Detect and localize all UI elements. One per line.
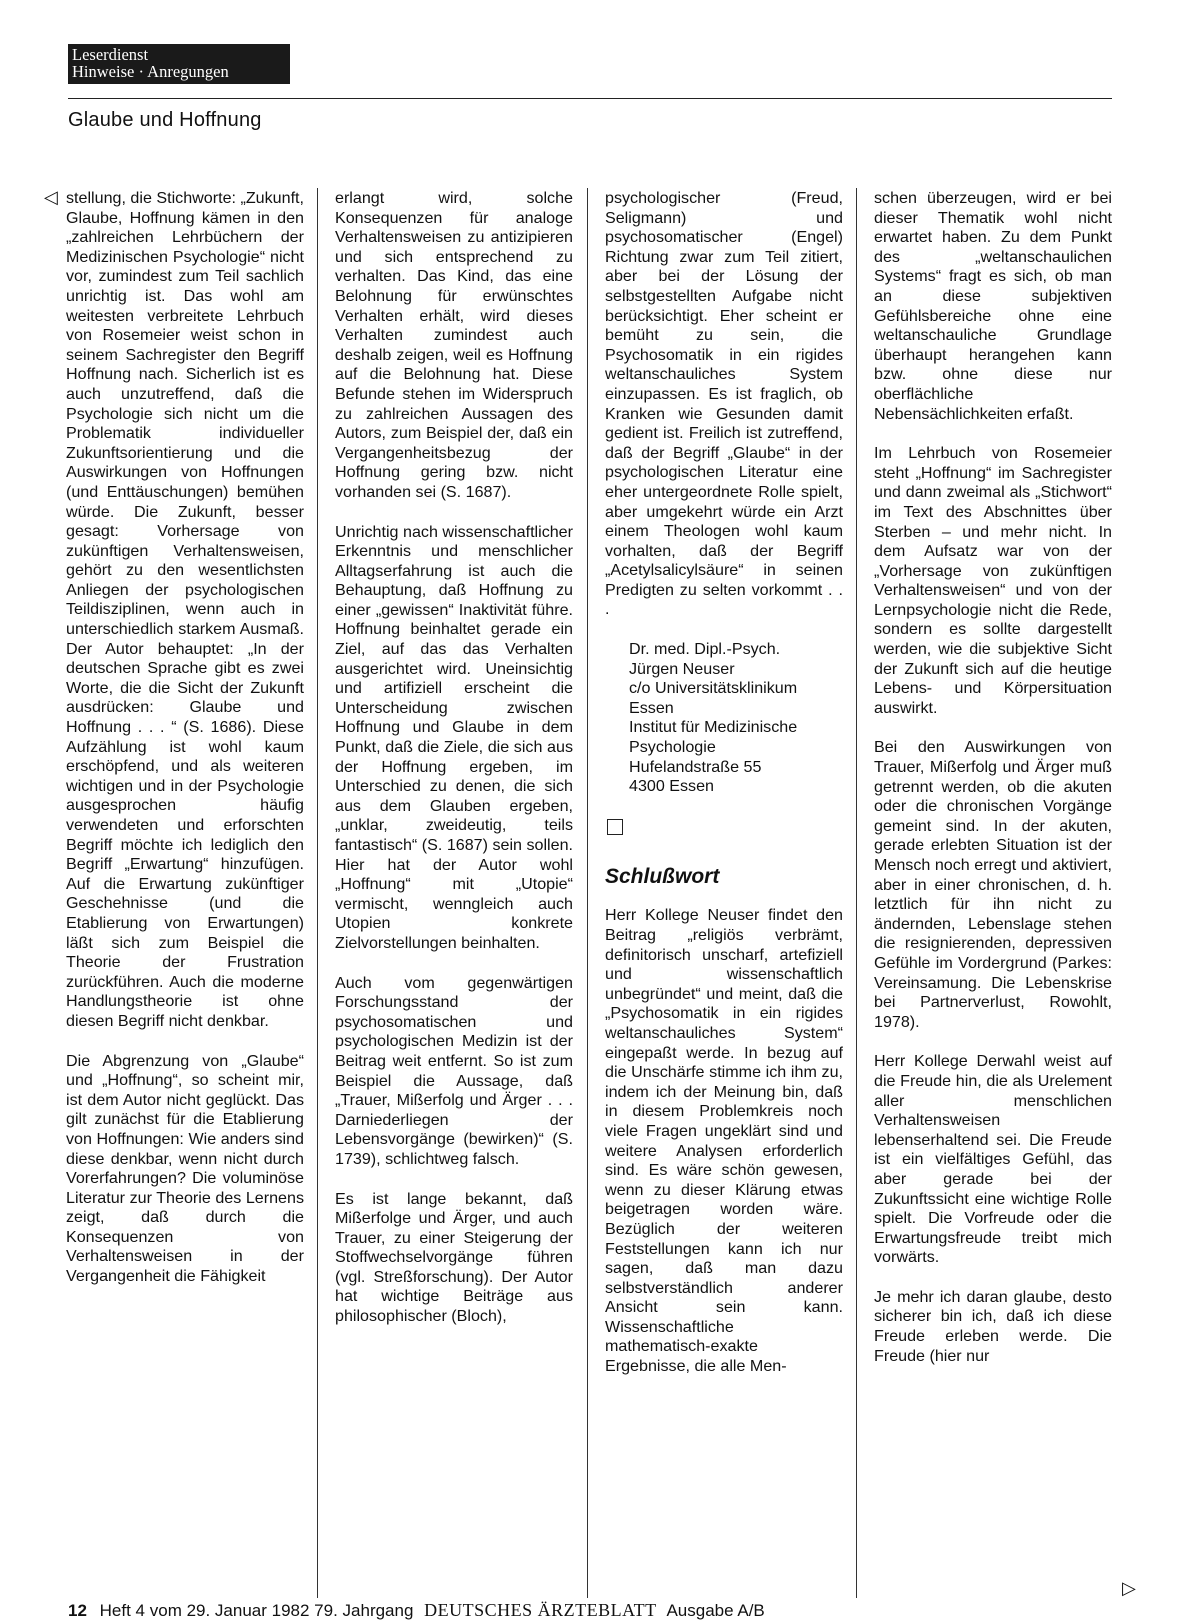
paragraph: Je mehr ich daran glaube, desto sicherer bin ich, daß ich diese Freude erleben werde. Die Freude (hier nur xyxy=(874,1287,1112,1365)
section-label-line1: Leserdienst xyxy=(72,45,149,64)
page-footer xyxy=(68,1600,765,1621)
page-title: Glaube und Hoffnung xyxy=(68,109,262,131)
continued-from-icon: ◁ xyxy=(44,187,58,207)
signature-line: Jürgen Neuser xyxy=(629,659,735,678)
signature-line: Institut für Medizinische xyxy=(629,718,798,737)
edition-info: Ausgabe A/B xyxy=(666,1601,765,1620)
paragraph: Herr Kollege Derwahl weist auf die Freude hin, die als Urelement aller menschlichen Verhaltensweisen lebenserhaltend sei. Die Freude ist ein vielfältiges Gefühl, das aber gerade bei der Zukunftssicht eine wichtige Rolle spielt. Die Vorfreude oder die Erwartungsfreude treibt mich vorwärts. xyxy=(874,1052,1112,1267)
header-divider xyxy=(68,98,1112,99)
column-1 xyxy=(66,189,304,1307)
column-3 xyxy=(605,189,843,1397)
section-heading: Schlußwort xyxy=(605,864,720,888)
column-divider xyxy=(856,188,857,1598)
paragraph: schen überzeugen, wird er bei dieser Thematik wohl nicht erwartet haben. Zu dem Punkt des „weltanschaulichen Systems“ fragt es sich, ob man an diese subjektiven Gefühlsbereiche ohne eine weltanschauliche Grundlage überhaupt herangehen kann bzw. ohne diese nur oberflächliche Nebensächlichkeiten erfaßt. xyxy=(874,189,1112,423)
paragraph: Herr Kollege Neuser findet den Beitrag „religiös verbrämt, definitorisch unscharf, artefiziell und wissenschaftlich unbegründet“ und meint, daß die „Psychosomatik in ein rigides weltanschauliches System“ eingepaßt werde. In bezug auf die Unschärfe stimme ich ihm zu, indem ich der Meinung bin, daß in diesem Problemkreis noch viele Fragen ungeklärt sind und weitere Analysen erforderlich sind. Es wäre schön gewesen, wenn zu dieser Klärung etwas beigetragen worden wäre. Bezüglich der weiteren Feststellungen kann ich nur sagen, daß man dazu selbstverständlich anderer Ansicht sein kann. Wissenschaftliche mathematisch-exakte Ergebnisse, die alle Men- xyxy=(605,906,843,1376)
signature-line: Psychologie xyxy=(629,738,716,757)
paragraph: Auch vom gegenwärtigen Forschungsstand der psychosomatischen und psychologischen Medizin ist der Beitrag weit entfernt. So ist zum Beispiel die Aussage, daß „Trauer, Mißerfolg und Ärger . . . Darniederliegen der Lebensvorgänge (bewirken)“ (S. 1739), schlichtweg falsch. xyxy=(335,973,573,1168)
section-label-line2: Hinweise · Anregungen xyxy=(72,62,229,81)
issue-info: Heft 4 vom 29. Januar 1982 79. Jahrgang xyxy=(99,1601,414,1620)
signature-line: Hufelandstraße 55 xyxy=(629,757,762,776)
page-number: 12 xyxy=(68,1601,87,1620)
column-4 xyxy=(874,189,1112,1386)
signature-line: Dr. med. Dipl.-Psych. xyxy=(629,640,781,659)
column-2 xyxy=(335,189,573,1347)
journal-name: DEUTSCHES ÄRZTEBLATT xyxy=(424,1600,657,1620)
end-of-article-square-icon xyxy=(607,819,623,835)
section-label xyxy=(68,44,290,84)
paragraph: Es ist lange bekannt, daß Mißerfolge und Ärger, und auch Trauer, zu einer Steigerung der Stoffwechselvorgänge führen (vgl. Streßforschung). Der Autor hat wichtige Beiträge aus philosophischer (Bloch), xyxy=(335,1189,573,1326)
paragraph: stellung, die Stichworte: „Zukunft, Glaube, Hoffnung kämen in den „zahlreichen Lehrbüchern der Medizinischen Psychologie“ nicht vor, zumindest zum Teil sachlich unrichtig ist. Das wohl am weitesten verbreitete Lehrbuch von Rosemeier weist schon in seinem Sachregister den Begriff Hoffnung nach. Sicherlich ist es auch unzutreffend, daß die Psychologie sich nicht um die Problematik individueller Zukunftsorientierung und die Auswirkungen von Hoffnungen (und Enttäuschungen) bemühen würde. Die Zukunft, besser gesagt: Vorhersage von zukünftigen Verhaltensweisen, gehört zu den wesentlichsten Anliegen der psychologischen Teildisziplinen, wenn auch in unterschiedlich starkem Ausmaß. Der Autor behauptet: „In der deutschen Sprache gibt es zwei Worte, die die Sicht der Zukunft ausdrücken: Glaube und Hoffnung . . . “ (S. 1686). Diese Aufzählung ist wohl kaum erschöpfend, und als weiteren wichtigen und in der Psychologie ausgesprochen häufig verwendeten und erforschten Begriff möchte ich lediglich den Begriff „Erwartung“ hinzufügen. Auf die Erwartung zukünftiger Geschehnisse (und die Etablierung von Erwartungen) läßt sich zum Beispiel die Theorie der Frustration zurückführen. Auch die moderne Handlungstheorie ist ohne diesen Begriff nicht denkbar. xyxy=(66,189,304,1030)
paragraph: Im Lehrbuch von Rosemeier steht „Hoffnung“ im Sachregister und dann zweimal als „Stichwort“ im Text des Abschnittes über Sterben – und mehr nicht. In dem Aufsatz war von der „Vorhersage von zukünftigen Verhaltensweisen“ und von der Lernpsychologie nicht die Rede, sondern es sollte dargestellt werden, wie die subjektive Sicht der Zukunft sich auf die heutige Lebens- und Körpersituation auswirkt. xyxy=(874,444,1112,717)
signature-line: 4300 Essen xyxy=(629,777,715,796)
column-divider xyxy=(317,188,318,1598)
paragraph: Bei den Auswirkungen von Trauer, Mißerfolg und Ärger muß getrennt werden, ob die akuten oder die chronischen Vorgänge gemeint sind. In der akuten, gerade erlebten Situation ist der Mensch noch erregt und aktiviert, aber in einer chronischen, d. h. letztlich für ihn nicht zu ändernden, Lebenslage stehen die resignierenden, depressiven Gefühle im Vordergrund (Parkes: Vereinsamung. Die Lebenskrise bei Partnerverlust, Rowohlt, 1978). xyxy=(874,738,1112,1031)
signature-line: c/o Universitätsklinikum xyxy=(629,679,798,698)
paragraph: Unrichtig nach wissenschaftlicher Erkenntnis und menschlicher Alltagserfahrung ist auch die Behauptung, daß Hoffnung zu einer „gewissen“ Inaktivität führe. Hoffnung beinhaltet gerade ein Ziel, auf das das Verhalten ausgerichtet wird. Uneinsichtig und artifiziell erscheint die Unterscheidung zwischen Hoffnung und Glaube in dem Punkt, daß die Ziele, die sich aus der Hoffnung ergeben, im Unterschied zu denen, die sich aus dem Glauben ergeben, „unklar, zweideutig, teils fantastisch“ (S. 1687) sein sollen. Hier hat der Autor wohl „Hoffnung“ mit „Utopie“ vermischt, wenngleich auch Utopien konkrete Zielvorstellungen beinhalten. xyxy=(335,522,573,952)
paragraph: erlangt wird, solche Konsequenzen für analoge Verhaltensweisen zu antizipieren und sich entsprechend zu verhalten. Das Kind, das eine Belohnung für erwünschtes Verhalten erhält, wird dieses Verhalten zumindest auch deshalb zeigen, weil es Hoffnung auf die Belohnung hat. Diese Befunde stehen im Widerspruch zu zahlreichen Aussagen des Autors, zum Beispiel der, daß ein Vergangenheitsbezug der Hoffnung gering bzw. nicht vorhanden sei (S. 1687). xyxy=(335,189,573,501)
paragraph: Die Abgrenzung von „Glaube“ und „Hoffnung“, so scheint mir, ist dem Autor nicht geglückt. Das gilt zunächst für die Etablierung von Hoffnungen: Wie anders sind diese denkbar, wenn nicht durch Vorerfahrungen? Die voluminöse Literatur zur Theorie des Lernens zeigt, daß durch die Konsequenzen von Verhaltensweisen in der Vergangenheit die Fähigkeit xyxy=(66,1051,304,1286)
continues-on-icon: ▷ xyxy=(1122,1578,1136,1598)
paragraph: psychologischer (Freud, Seligmann) und psychosomatischer (Engel) Richtung zwar zum Teil zitiert, aber bei der Lösung der selbstgestellten Aufgabe nicht berücksichtigt. Eher scheint er bemüht zu sein, die Psychosomatik in ein rigides weltanschauliches System einzupassen. Es ist fraglich, ob Kranken wie Gesunden damit gedient ist. Freilich ist zutreffend, daß der Begriff „Glaube“ in der psychologischen Literatur eine eher untergeordnete Rolle spielt, aber umgekehrt würde ein Arzt einem Theologen wohl kaum vorhalten, daß der Begriff „Acetylsalicylsäure“ in seinen Predigten zu selten vorkommt . . . xyxy=(605,189,843,619)
author-signature xyxy=(629,640,843,797)
column-divider xyxy=(587,188,588,1598)
signature-line: Essen xyxy=(629,698,674,717)
